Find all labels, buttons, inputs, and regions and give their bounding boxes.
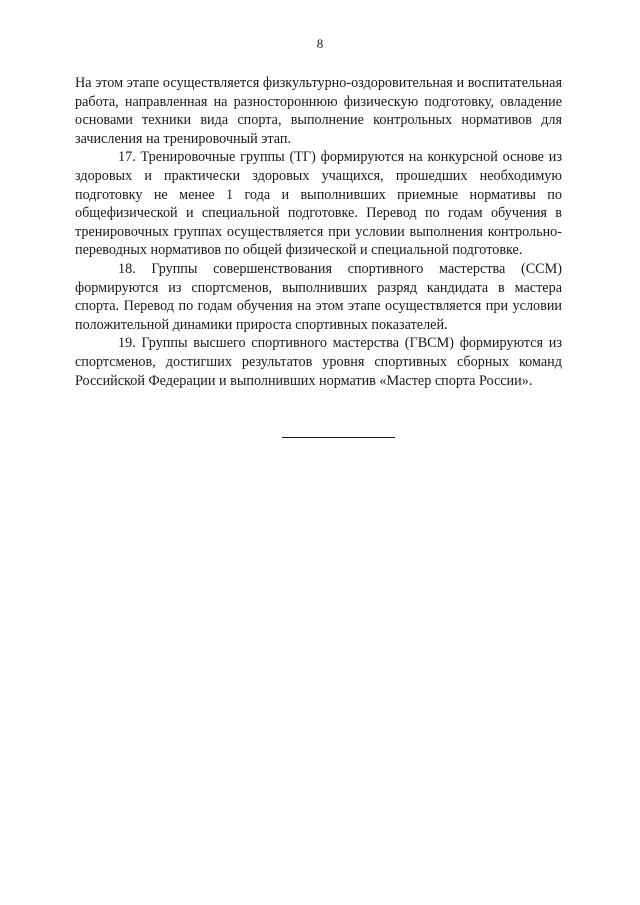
paragraph-17-training-groups: 17. Тренировочные группы (ТГ) формируются на конкурсной основе из здоровых и практически здоровых учащихся, прошедших необходимую подготовку не менее 1 года и выполнивших приемные нормативы по общефизической и специальной подготовке. Перевод по годам обучения в тренировочных группах осуществляется при условии выполнения контрольно-переводных нормативов по общей физической и специальной подготовке. — [75, 149, 562, 259]
paragraph-18-ssm-groups: 18. Группы совершенствования спортивного мастерства (ССМ) формируются из спортсменов, выполнивших разряд кандидата в мастера спорта. Перевод по годам обучения на этом этапе осуществляется при условии положительной динамики прироста спортивных показателей. — [75, 260, 562, 333]
page-number: 8 — [316, 36, 324, 51]
document-body — [75, 74, 562, 390]
end-divider-line — [282, 437, 395, 438]
paragraph-stage-description: На этом этапе осуществляется физкультурно-оздоровительная и воспитательная работа, направленная на разностороннюю физическую подготовку, овладение основами техники вида спорта, выполнение контрольных нормативов для зачисления на тренировочный этап. — [75, 75, 562, 147]
paragraph-19-gvsm-groups: 19. Группы высшего спортивного мастерства (ГВСМ) формируются из спортсменов, достигших результатов уровня спортивных сборных команд Российской Федерации и выполнивших норматив «Мастер спорта России». — [75, 335, 562, 389]
